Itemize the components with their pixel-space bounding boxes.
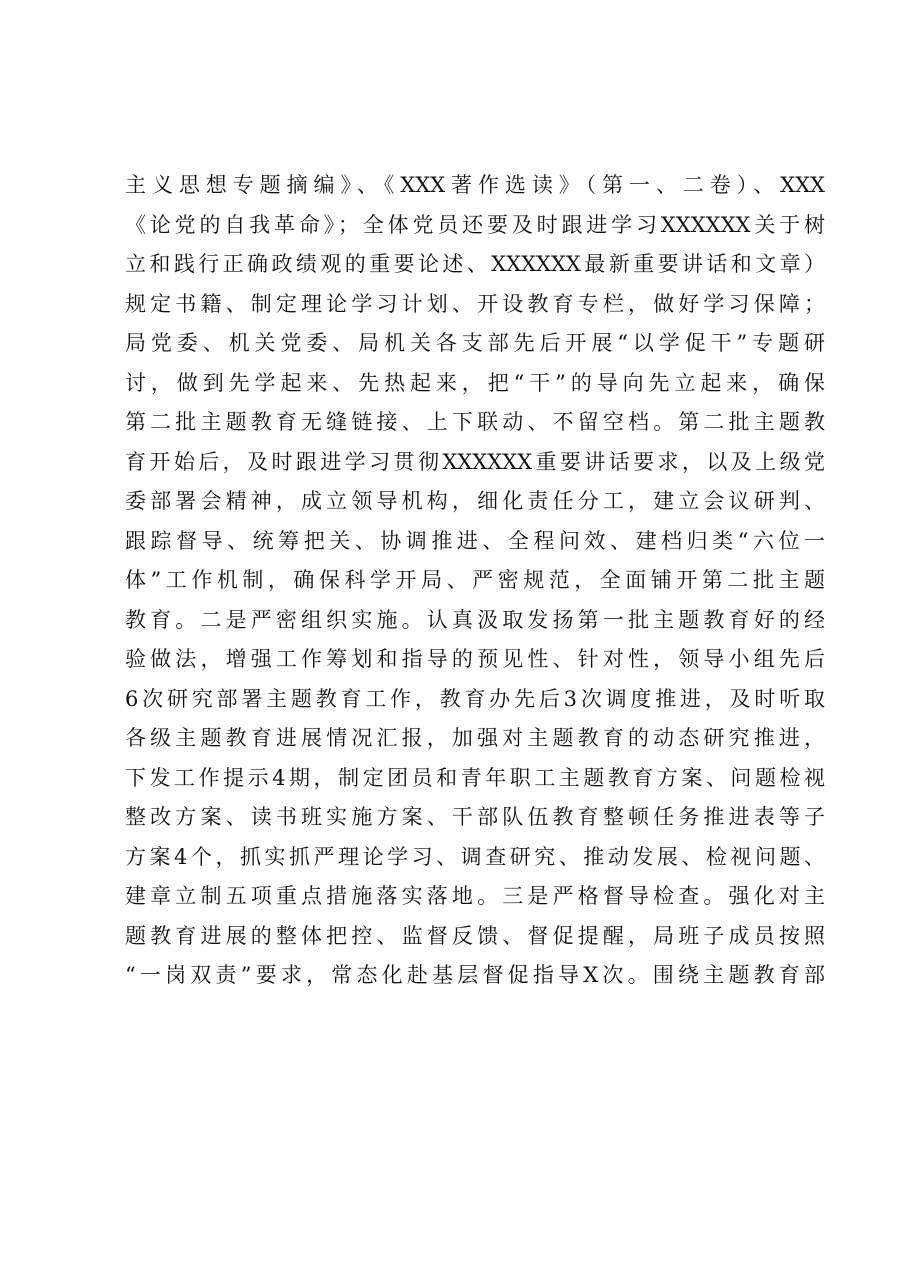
text-line-8: 育开始后，及时跟进学习贯彻XXXXXX重要讲话要求，以及上级党 — [125, 449, 825, 474]
text-line-13: 验做法，增强工作筹划和指导的预见性、针对性，领导小组先后 — [125, 647, 825, 671]
body-text — [125, 166, 825, 996]
text-line-17: 整改方案、读书班实施方案、干部队伍教育整顿任务推进表等子 — [125, 805, 825, 829]
text-line-19: 建章立制五项重点措施落实落地。三是严格督导检查。强化对主 — [125, 884, 825, 908]
text-line-6: 讨，做到先学起来、先热起来，把“干”的导向先立起来，确保 — [125, 370, 825, 395]
text-line-3: 立和践行正确政绩观的重要论述、XXXXXX最新重要讲话和文章） — [125, 252, 825, 276]
text-line-10: 跟踪督导、统筹把关、协调推进、全程问效、建档归类“六位一 — [125, 528, 825, 553]
text-line-5: 局党委、机关党委、局机关各支部先后开展“以学促干”专题研 — [125, 331, 825, 355]
text-line-12: 教育。二是严密组织实施。认真汲取发扬第一批主题教育好的经 — [125, 607, 825, 632]
text-line-7: 第二批主题教育无缝链接、上下联动、不留空档。第二批主题教 — [125, 410, 825, 434]
text-line-1: 主义思想专题摘编》、《XXX著作选读》（第一、二卷）、XXX — [125, 173, 825, 197]
text-line-18: 方案4个，抓实抓严理论学习、调查研究、推动发展、检视问题、 — [125, 844, 825, 869]
text-line-21: “一岗双责”要求，常态化赴基层督促指导X次。围绕主题教育部 — [125, 963, 825, 987]
text-line-20: 题教育进展的整体把控、监督反馈、督促提醒，局班子成员按照 — [125, 923, 825, 948]
text-line-9: 委部署会精神，成立领导机构，细化责任分工，建立会议研判、 — [125, 489, 825, 513]
text-line-16: 下发工作提示4期，制定团员和青年职工主题教育方案、问题检视 — [125, 765, 825, 790]
text-line-11: 体”工作机制，确保科学开局、严密规范，全面铺开第二批主题 — [125, 568, 825, 592]
text-line-15: 各级主题教育进展情况汇报，加强对主题教育的动态研究推进， — [125, 726, 825, 750]
text-line-2: 《论党的自我革命》；全体党员还要及时跟进学习XXXXXX关于树 — [125, 212, 825, 237]
text-line-14: 6次研究部署主题教育工作，教育办先后3次调度推进，及时听取 — [125, 686, 825, 711]
text-line-4: 规定书籍、制定理论学习计划、开设教育专栏，做好学习保障； — [125, 291, 825, 316]
